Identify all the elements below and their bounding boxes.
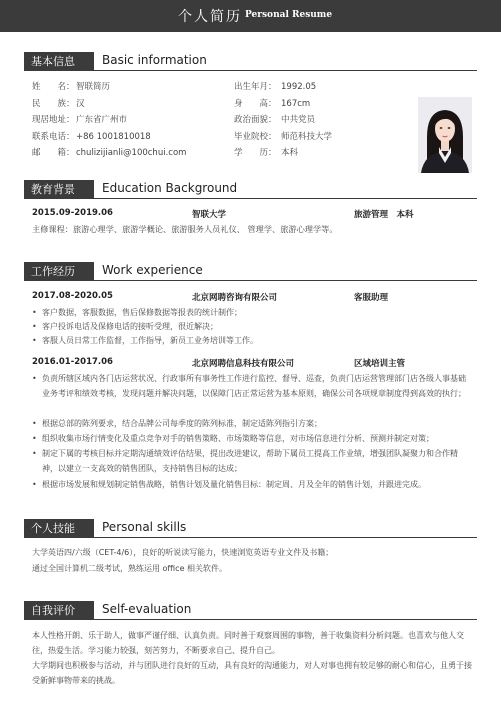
info-label: 姓 名： [32,82,75,92]
info-label: 邮 箱： [32,148,75,158]
info-label: 政治面貌： [234,115,277,125]
list-item: • 客户投诉电话及保修电话的接听受理，很近解决； [32,320,472,335]
skills-section [24,519,477,538]
info-value: 师范科技大学 [281,131,333,142]
info-label: 联系电话： [32,131,75,142]
info-row-phone [32,129,186,146]
job-position: 区域培训主管 [354,359,406,369]
list-item: • 制定下属的考核目标并定期沟通绩效评估结果，提出改进建议，帮助下属员工提高工作业绩，增强团队凝聚力和合作精神，以建立一支高效的销售团队，支持销售目标的达成； [32,449,458,473]
bullet-icon: • [32,449,37,458]
section-title-en: Work experience [102,263,203,277]
info-label: 身 高： [234,98,277,109]
info-value: 167cm [281,98,311,109]
bullet-icon: • [32,480,37,489]
bullet-icon: • [32,434,37,443]
section-title: 教育背景 [24,180,94,199]
info-row-email [32,145,186,162]
list-item: • 负责所辖区域内各门店运营状况、行政事所有事务性工作进行监控、督导、巡查，负责门店运营管理部门店各级人事基础业务考评和绩效考核，发现问题并解决问题，以保障门店正常运营为基本原则，确保公司各项规章制度得到高效的执行； [32,374,466,398]
section-title-en: Education Background [102,181,238,195]
info-row-height [234,96,332,113]
section-header [24,262,477,281]
edu-major: 旅游管理 本科 [354,210,414,220]
info-label: 现居地址： [32,115,75,125]
section-title-en: Basic information [102,53,207,67]
info-value: 中共党员 [281,115,316,125]
section-header [24,601,477,620]
self-eval-paragraph: 本人性格开朗、乐于助人，做事严谨仔细、认真负责。同时善于观察周围的事物，善于收集资料分析问题。也喜欢与他人交往，热爱生活。学习能力较强，刻苦努力，不断要求自己、提升自己。 [32,631,464,655]
section-header [24,180,477,199]
bullet-icon: • [32,374,37,383]
section-title-en: Personal skills [102,520,187,534]
info-label: 出生年月： [234,82,277,92]
section-title: 工作经历 [24,262,94,281]
info-value: 1992.05 [281,82,317,92]
info-value: +86 1001810018 [76,131,151,142]
edu-school: 智联大学 [192,210,227,220]
job-company: 北京网聘信息科技有限公司 [192,359,295,369]
bullet-icon: • [32,322,37,331]
profile-photo [418,97,472,173]
info-row-ethnicity [32,96,186,113]
list-item: • 组织收集市场行情变化及重点竞争对手的销售策略、市场策略等信息，对市场信息进行分析、预测并制定对策； [32,432,472,447]
list-item: • 客服人员日常工作监督，工作指导，新员工业务培训等工作。 [32,334,472,349]
list-item: • 根据市场发展和规划制定销售战略，销售计划及量化销售目标：制定周、月及全年的销售计划，并跟进完成。 [32,478,472,493]
list-item: • 客户数据，客服数据，售后保修数据等报表的统计制作； [32,306,472,321]
info-value: 智联简历 [76,82,111,92]
job-period: 2016.01-2017.06 [32,357,113,367]
basic-info-section [24,52,477,71]
info-value: 汉 [76,98,85,109]
job-period: 2017.08-2020.05 [32,291,113,301]
bullet-icon: • [32,308,37,317]
work-section [24,262,477,281]
info-label: 学 历： [234,148,277,158]
basic-info-right [234,79,332,162]
info-label: 民 族： [32,98,75,109]
edu-period: 2015.09-2019.06 [32,208,113,218]
job-position: 客服助理 [354,293,389,303]
skill-line: 大学英语四/六级（CET-4/6），良好的听说读写能力，快速浏览英语专业文件及书籍； [32,548,334,557]
section-header [24,519,477,538]
resume-title: 个人简历 [178,9,242,25]
section-title: 自我评价 [24,601,94,620]
info-row-address [32,112,186,129]
resume-title-en: Personal Resume [245,10,333,20]
info-row-degree [234,145,332,162]
bullet-icon: • [32,419,37,428]
portrait-image [418,97,472,173]
info-row-name [32,79,186,96]
info-row-birth [234,79,332,96]
info-value: 本科 [281,148,299,158]
section-title: 个人技能 [24,519,94,538]
self-eval-paragraph: 大学期间也积极参与活动，并与团队进行良好的互动，具有良好的沟通能力，对人对事也拥有较足够的耐心和信心，且勇于接受新鲜事物带来的挑战。 [32,661,472,685]
basic-info-left [32,79,186,162]
education-section [24,180,477,199]
self-eval-section [24,601,477,620]
info-row-politics [234,112,332,129]
resume-header [0,0,501,32]
job-company: 北京网聘咨询有限公司 [192,293,278,303]
section-title-en: Self-evaluation [102,602,192,616]
info-row-school [234,129,332,146]
info-value: 广东省广州市 [76,115,128,125]
section-title: 基本信息 [24,52,94,71]
list-item: • 根据总部的陈列要求，结合品牌公司每季度的陈列标准，制定适陈列指引方案； [32,417,472,432]
section-header [24,52,477,71]
info-label: 毕业院校： [234,131,277,142]
info-value: chulizijianli@100chui.com [76,148,187,158]
skill-line: 通过全国计算机二级考试，熟练运用 office 相关软件。 [32,564,228,573]
bullet-icon: • [32,336,37,345]
edu-courses: 主修课程：旅游心理学、旅游学概论、旅游服务人员礼仪、 管理学、旅游心理学等。 [32,224,338,234]
